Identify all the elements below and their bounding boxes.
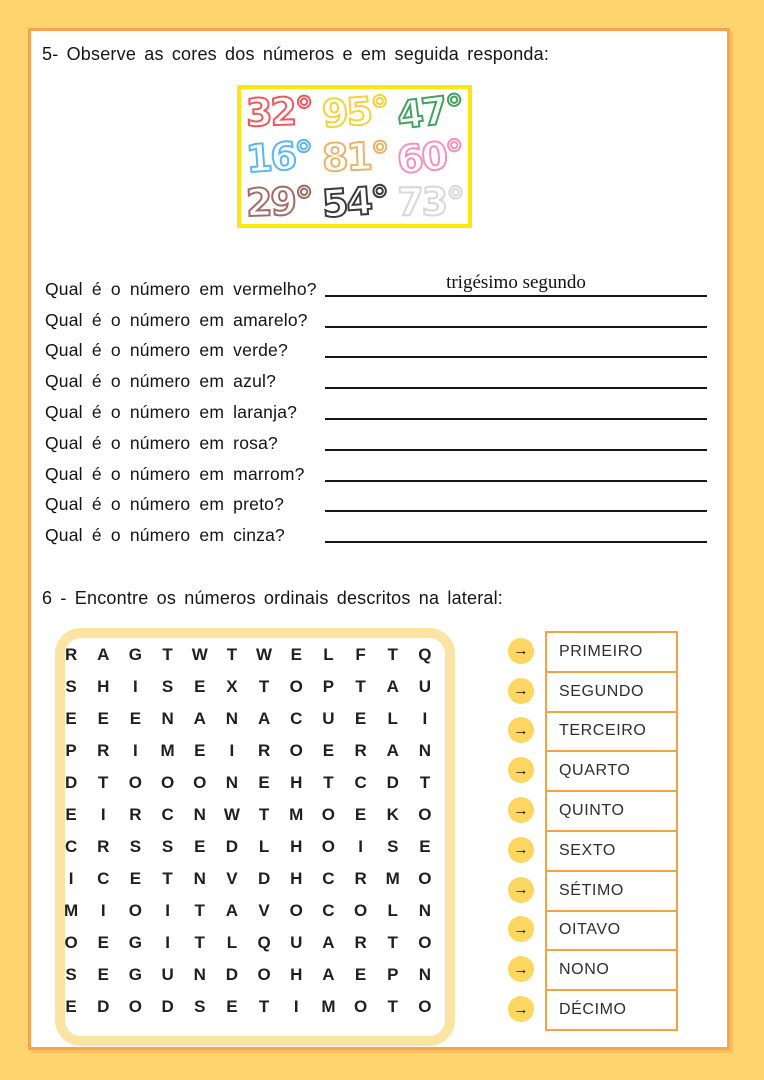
- bubble-number: 81°: [320, 133, 389, 180]
- word-label: OITAVO: [559, 921, 621, 939]
- wordsearch-letter[interactable]: O: [289, 901, 303, 920]
- wordsearch-letter[interactable]: E: [97, 933, 109, 952]
- question-label: Qual é o número em vermelho?: [45, 278, 317, 299]
- wordsearch-letter[interactable]: R: [354, 741, 367, 760]
- answer-line[interactable]: [325, 326, 707, 328]
- bubble-number: 47°: [394, 85, 466, 138]
- word-label: TERCEIRO: [559, 722, 647, 740]
- wordsearch-letter[interactable]: E: [419, 837, 431, 856]
- wordsearch-letter[interactable]: T: [387, 997, 398, 1016]
- arrow-right-icon: →: [508, 678, 534, 704]
- arrow-right-icon: →: [508, 757, 534, 783]
- wordsearch-letter[interactable]: O: [64, 933, 78, 952]
- wordsearch-letter[interactable]: T: [419, 773, 431, 792]
- wordsearch-letter[interactable]: D: [97, 997, 110, 1016]
- wordsearch-letter[interactable]: C: [290, 709, 303, 728]
- bubble-number: 60°: [395, 131, 466, 182]
- wordsearch-letter[interactable]: U: [322, 709, 335, 728]
- question-label: Qual é o número em verde?: [45, 340, 288, 361]
- answer-text: trigésimo segundo: [446, 271, 586, 293]
- word-label: QUINTO: [559, 802, 625, 820]
- question-row: [45, 520, 707, 551]
- wordsearch-letter[interactable]: C: [322, 901, 335, 920]
- wordsearch-letter[interactable]: R: [97, 741, 110, 760]
- wordsearch-letter[interactable]: D: [225, 965, 239, 984]
- wordsearch-letter[interactable]: D: [64, 773, 78, 792]
- wordsearch-letter[interactable]: L: [387, 709, 398, 728]
- wordsearch-letter[interactable]: I: [68, 869, 74, 888]
- wordsearch-letter[interactable]: S: [129, 837, 142, 856]
- word-label: DÉCIMO: [559, 1001, 627, 1019]
- answer-line[interactable]: [325, 449, 707, 451]
- arrow-right-icon: →: [508, 837, 534, 863]
- arrow-right-icon: →: [508, 996, 534, 1022]
- wordsearch-letter[interactable]: Q: [257, 933, 271, 952]
- answer-line[interactable]: [325, 418, 707, 420]
- bubble-number: 54°: [320, 177, 389, 226]
- wordsearch-letter[interactable]: U: [161, 965, 174, 984]
- wordsearch-letter[interactable]: R: [129, 805, 142, 824]
- bubble-number: 95°: [320, 87, 389, 136]
- wordsearch-letter[interactable]: O: [257, 965, 271, 984]
- wordsearch-letter[interactable]: S: [161, 677, 174, 696]
- arrow-slot: [508, 750, 534, 790]
- question-label: Qual é o número em laranja?: [45, 401, 298, 422]
- word-label: SEGUNDO: [559, 682, 645, 700]
- questions-list: [45, 271, 707, 551]
- wordsearch-letter[interactable]: E: [354, 709, 367, 728]
- arrow-right-icon: →: [508, 877, 534, 903]
- wordsearch-letter[interactable]: M: [63, 901, 79, 920]
- number-cell: [392, 179, 468, 224]
- wordsearch-letter[interactable]: R: [257, 741, 271, 760]
- question-row: [45, 490, 707, 521]
- wordsearch-letter[interactable]: E: [129, 709, 142, 728]
- wordsearch-letter[interactable]: L: [258, 837, 270, 856]
- wordsearch-letter[interactable]: G: [128, 645, 143, 664]
- word-item: [545, 949, 678, 991]
- question-label: Qual é o número em amarelo?: [45, 309, 308, 330]
- wordsearch-letter[interactable]: D: [225, 837, 239, 856]
- wordsearch-letter[interactable]: T: [194, 933, 205, 952]
- wordsearch-letter[interactable]: T: [98, 773, 109, 792]
- wordsearch-letter[interactable]: O: [418, 869, 432, 888]
- wordsearch-letter[interactable]: A: [386, 741, 399, 760]
- wordsearch-letter[interactable]: I: [133, 741, 138, 760]
- wordsearch-letter[interactable]: O: [128, 901, 143, 920]
- wordsearch-letter[interactable]: N: [418, 741, 432, 760]
- question-label: Qual é o número em azul?: [45, 371, 277, 392]
- question-label: Qual é o número em preto?: [45, 494, 285, 515]
- wordsearch-letter[interactable]: O: [160, 773, 175, 792]
- arrow-slot: [508, 949, 534, 989]
- wordsearch-letter[interactable]: K: [386, 805, 399, 824]
- wordsearch-letter[interactable]: T: [323, 773, 334, 792]
- answer-line[interactable]: [325, 480, 707, 482]
- wordsearch-letter[interactable]: U: [418, 677, 432, 696]
- wordsearch-letter[interactable]: W: [223, 805, 240, 824]
- answer-line[interactable]: [325, 387, 707, 389]
- wordsearch-letter[interactable]: W: [256, 645, 273, 664]
- number-cell: [317, 134, 393, 179]
- wordsearch-letter[interactable]: H: [290, 965, 303, 984]
- word-label: PRIMEIRO: [559, 642, 643, 660]
- wordsearch-letter[interactable]: S: [65, 965, 77, 984]
- wordsearch-letter[interactable]: S: [194, 997, 206, 1016]
- wordsearch-letter[interactable]: A: [225, 901, 239, 920]
- wordsearch-letter[interactable]: G: [128, 933, 143, 952]
- wordsearch-letter[interactable]: E: [258, 773, 270, 792]
- arrow-right-icon: →: [508, 956, 534, 982]
- number-cell: [392, 85, 468, 138]
- wordsearch-letter[interactable]: O: [321, 805, 336, 824]
- wordsearch-letter[interactable]: P: [322, 677, 335, 696]
- wordsearch-letter[interactable]: N: [193, 965, 206, 984]
- wordsearch-letter[interactable]: V: [258, 901, 270, 920]
- wordsearch-panel: [55, 628, 455, 1046]
- wordsearch-letter[interactable]: O: [193, 773, 207, 792]
- wordsearch-letter[interactable]: H: [290, 773, 303, 792]
- wordsearch-letter[interactable]: M: [321, 997, 336, 1016]
- wordsearch-letter[interactable]: E: [354, 965, 367, 984]
- wordsearch-letter[interactable]: T: [387, 645, 398, 664]
- wordlist: [545, 631, 678, 1031]
- wordsearch-letter[interactable]: E: [65, 805, 77, 824]
- bubble-number: 16°: [244, 132, 314, 181]
- wordsearch-letter[interactable]: Q: [418, 645, 432, 664]
- wordsearch-letter[interactable]: P: [387, 965, 399, 984]
- wordsearch-letter[interactable]: N: [418, 965, 432, 984]
- wordsearch-letter[interactable]: E: [194, 741, 206, 760]
- wordsearch-letter[interactable]: W: [191, 645, 208, 664]
- wordsearch-letter[interactable]: L: [226, 933, 238, 952]
- wordsearch-letter[interactable]: T: [194, 901, 205, 920]
- wordsearch-letter[interactable]: I: [229, 741, 235, 760]
- wordsearch-letter[interactable]: I: [100, 805, 106, 824]
- wordsearch-letter[interactable]: T: [162, 869, 173, 888]
- wordsearch-letter[interactable]: T: [355, 677, 366, 696]
- numbers-board: [237, 85, 472, 228]
- wordsearch-letter[interactable]: A: [257, 709, 271, 728]
- wordsearch-letter[interactable]: R: [354, 933, 367, 952]
- wordlist-arrows: [508, 631, 534, 1029]
- arrow-slot: [508, 830, 534, 870]
- wordsearch-letter[interactable]: N: [225, 773, 239, 792]
- wordsearch-letter[interactable]: A: [386, 677, 399, 696]
- wordsearch-letter[interactable]: D: [161, 997, 174, 1016]
- question-row: [45, 428, 707, 459]
- word-item: [545, 750, 678, 792]
- arrow-right-icon: →: [508, 797, 534, 823]
- wordsearch-letter[interactable]: I: [165, 901, 170, 920]
- wordsearch-letter[interactable]: H: [290, 837, 303, 856]
- arrow-slot: [508, 989, 534, 1029]
- wordsearch-letter[interactable]: T: [387, 933, 398, 952]
- wordsearch-letter[interactable]: O: [418, 805, 432, 824]
- wordsearch-letter[interactable]: D: [257, 869, 271, 888]
- wordsearch-letter[interactable]: S: [65, 677, 77, 696]
- wordsearch-letter[interactable]: R: [97, 837, 110, 856]
- wordsearch-letter[interactable]: O: [128, 997, 143, 1016]
- wordsearch-letter[interactable]: H: [290, 869, 303, 888]
- wordsearch-letter[interactable]: D: [386, 773, 399, 792]
- wordsearch-letter[interactable]: O: [289, 741, 303, 760]
- question-row: [45, 336, 707, 367]
- wordsearch-letter[interactable]: U: [290, 933, 303, 952]
- wordsearch-letter[interactable]: T: [162, 645, 173, 664]
- answer-line[interactable]: [325, 356, 707, 358]
- wordsearch-letter[interactable]: O: [353, 901, 368, 920]
- word-item: [545, 631, 678, 673]
- wordsearch-letter[interactable]: I: [100, 901, 106, 920]
- wordsearch-letter[interactable]: E: [97, 709, 109, 728]
- word-item: [545, 870, 678, 912]
- wordsearch-letter[interactable]: N: [161, 709, 174, 728]
- word-item: [545, 830, 678, 872]
- wordsearch-letter[interactable]: O: [353, 997, 368, 1016]
- wordsearch-grid: [55, 639, 441, 1023]
- wordsearch-letter[interactable]: L: [387, 901, 398, 920]
- arrow-slot: [508, 671, 534, 711]
- number-cell: [317, 179, 393, 224]
- answer-line[interactable]: [325, 541, 707, 543]
- word-item: [545, 910, 678, 952]
- wordsearch-letter[interactable]: A: [322, 965, 335, 984]
- wordsearch-letter[interactable]: O: [418, 933, 432, 952]
- wordsearch-letter[interactable]: O: [128, 773, 143, 792]
- bubble-number: 73°: [397, 179, 464, 224]
- wordsearch-letter[interactable]: P: [65, 741, 77, 760]
- wordsearch-letter[interactable]: O: [418, 997, 432, 1016]
- question-row: [45, 459, 707, 490]
- word-label: SEXTO: [559, 841, 616, 859]
- wordsearch-letter[interactable]: E: [129, 869, 142, 888]
- wordsearch-letter[interactable]: N: [193, 805, 206, 824]
- wordsearch-letter[interactable]: O: [321, 837, 336, 856]
- wordsearch-letter[interactable]: C: [322, 869, 335, 888]
- question-row: [45, 397, 707, 428]
- wordsearch-letter[interactable]: I: [358, 837, 363, 856]
- wordsearch-letter[interactable]: L: [323, 645, 334, 664]
- number-cell: [241, 179, 317, 224]
- arrow-right-icon: →: [508, 916, 534, 942]
- question-label: Qual é o número em marrom?: [45, 463, 305, 484]
- wordsearch-letter[interactable]: N: [418, 901, 432, 920]
- wordsearch-letter[interactable]: S: [387, 837, 399, 856]
- wordsearch-letter[interactable]: T: [258, 805, 270, 824]
- arrow-right-icon: →: [508, 638, 534, 664]
- wordsearch-letter[interactable]: E: [65, 709, 77, 728]
- wordsearch-letter[interactable]: E: [322, 741, 335, 760]
- answer-line[interactable]: [325, 295, 707, 297]
- question-label: Qual é o número em rosa?: [45, 432, 278, 453]
- wordsearch-letter[interactable]: E: [290, 645, 302, 664]
- word-label: NONO: [559, 961, 610, 979]
- word-item: [545, 711, 678, 753]
- wordsearch-letter[interactable]: V: [226, 869, 238, 888]
- wordsearch-letter[interactable]: T: [226, 645, 238, 664]
- section5-title: 5- Observe as cores dos números e em seguida responda:: [42, 44, 550, 64]
- arrow-slot: [508, 790, 534, 830]
- wordsearch-letter[interactable]: T: [258, 677, 270, 696]
- wordsearch-letter[interactable]: E: [194, 837, 206, 856]
- arrow-slot: [508, 711, 534, 751]
- wordsearch-letter[interactable]: I: [293, 997, 299, 1016]
- question-label: Qual é o número em cinza?: [45, 525, 285, 546]
- wordsearch-letter[interactable]: H: [97, 677, 110, 696]
- word-item: [545, 671, 678, 713]
- wordsearch-letter[interactable]: C: [161, 805, 174, 824]
- word-label: QUARTO: [559, 762, 631, 780]
- arrow-slot: [508, 870, 534, 910]
- arrow-slot: [508, 910, 534, 950]
- wordsearch-letter[interactable]: T: [258, 997, 270, 1016]
- wordsearch-letter[interactable]: M: [289, 805, 304, 824]
- wordsearch-letter[interactable]: E: [194, 677, 206, 696]
- wordsearch-letter[interactable]: E: [226, 997, 238, 1016]
- question-row: [45, 366, 707, 397]
- wordsearch-letter[interactable]: E: [65, 997, 77, 1016]
- wordsearch-letter[interactable]: X: [226, 677, 238, 696]
- wordsearch-letter[interactable]: E: [354, 805, 367, 824]
- wordsearch-letter[interactable]: G: [128, 965, 143, 984]
- number-cell: [317, 89, 393, 134]
- word-item: [545, 989, 678, 1031]
- wordsearch-letter[interactable]: I: [422, 709, 428, 728]
- wordsearch-letter[interactable]: C: [354, 773, 367, 792]
- arrow-slot: [508, 631, 534, 671]
- wordsearch-letter[interactable]: R: [354, 869, 367, 888]
- section6-title: 6 - Encontre os números ordinais descritos na lateral:: [42, 588, 504, 608]
- wordsearch-letter[interactable]: M: [160, 741, 175, 760]
- number-cell: [241, 134, 317, 179]
- wordsearch-letter[interactable]: A: [322, 933, 335, 952]
- question-row: [45, 305, 707, 336]
- wordsearch-letter[interactable]: F: [355, 645, 366, 664]
- wordsearch-letter[interactable]: C: [97, 869, 110, 888]
- wordsearch-letter[interactable]: E: [97, 965, 109, 984]
- wordsearch-letter[interactable]: S: [161, 837, 174, 856]
- wordsearch-letter[interactable]: N: [225, 709, 239, 728]
- word-label: SÉTIMO: [559, 881, 624, 899]
- wordsearch-letter[interactable]: I: [165, 933, 170, 952]
- word-item: [545, 790, 678, 832]
- wordsearch-letter[interactable]: R: [64, 645, 78, 664]
- wordsearch-letter[interactable]: O: [289, 677, 303, 696]
- wordsearch-letter[interactable]: A: [193, 709, 206, 728]
- wordsearch-letter[interactable]: M: [385, 869, 400, 888]
- question-row: [45, 271, 707, 305]
- arrow-right-icon: →: [508, 717, 534, 743]
- wordsearch-letter[interactable]: C: [64, 837, 78, 856]
- answer-line[interactable]: [325, 510, 707, 512]
- wordsearch-letter[interactable]: N: [193, 869, 206, 888]
- number-cell: [392, 131, 468, 182]
- number-cell: [241, 89, 317, 134]
- wordsearch-letter[interactable]: I: [133, 677, 138, 696]
- wordsearch-letter[interactable]: A: [97, 645, 110, 664]
- bubble-number: 32°: [245, 88, 313, 135]
- bubble-number: 29°: [245, 178, 313, 225]
